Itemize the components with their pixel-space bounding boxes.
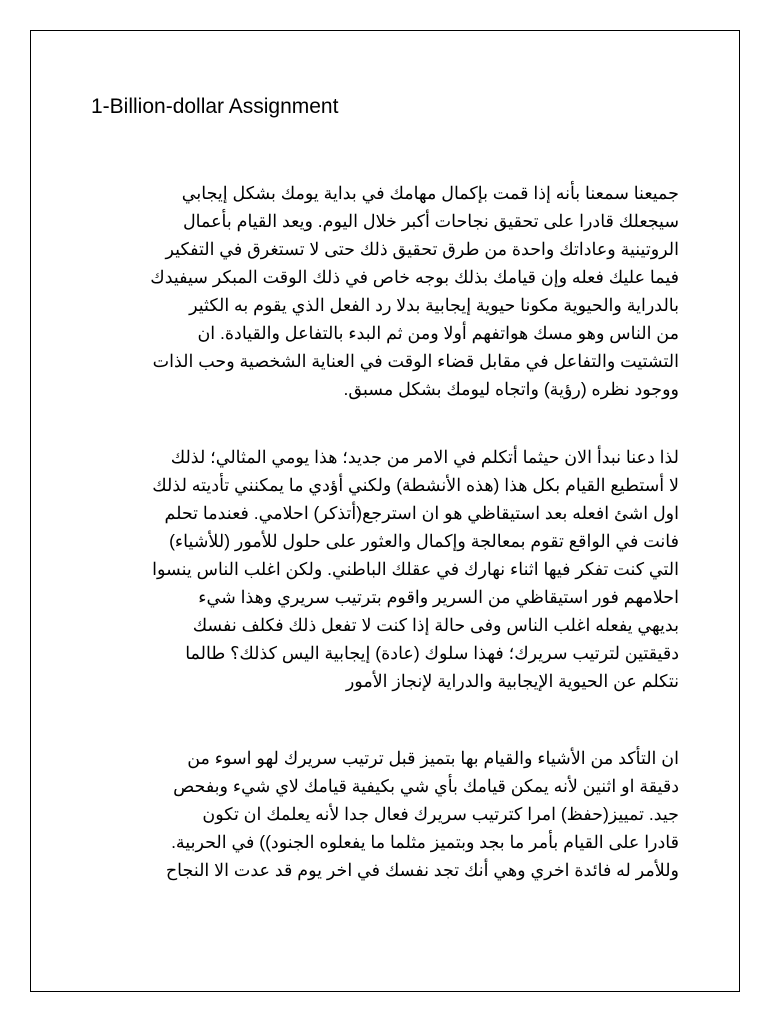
text-line: بديهي يفعله اغلب الناس وفى حالة إذا كنت لا تفعل ذلك فكلف نفسك [192, 615, 679, 635]
text-line: الروتينية وعاداتك واحدة من طرق تحقيق ذلك حتى لا تستغرق في التفكير [165, 239, 679, 259]
text-line: قادرا على القيام بأمر ما بجد وبتميز مثلما ما يفعلوه الجنود)) في الحربية. [171, 832, 679, 852]
text-line: اول اشئ افعله بعد استيقاظي هو ان استرجع(أتذكر) احلامي. فعندما تحلم [164, 503, 679, 523]
text-line: دقيقتين لترتيب سريرك؛ فهذا سلوك (عادة) إيجابية اليس كذلك؟ طالما [185, 643, 679, 663]
paragraph-3 [103, 744, 679, 884]
paragraph-2 [103, 443, 679, 695]
document-title: 1-Billion-dollar Assignment [91, 95, 339, 118]
text-line: ووجود نظره (رؤية) واتجاه ليومك بشكل مسبق. [343, 379, 679, 399]
text-line: فانت في الواقع تقوم بمعالجة وإكمال والعثور على حلول للأمور (للأشياء) [169, 531, 679, 551]
text-line: التي كنت تفكر فيها اثناء نهارك في عقلك الباطني. ولكن اغلب الناس ينسوا [152, 559, 679, 579]
text-line: سيجعلك قادرا على تحقيق نجاحات أكبر خلال اليوم. ويعد القيام بأعمال [182, 211, 679, 231]
text-line: جميعنا سمعنا بأنه إذا قمت بإكمال مهامك في بداية يومك بشكل إيجابي [181, 183, 679, 203]
text-line: جيد. تمييز(حفظ) امرا كترتيب سريرك فعال جدا لأنه يعلمك ان تكون [202, 804, 679, 824]
text-line: فيما عليك فعله وإن قيامك بذلك بوجه خاص في ذلك الوقت المبكر سيفيدك [150, 267, 679, 287]
document-page [30, 30, 740, 992]
text-line: التشتيت والتفاعل في مقابل قضاء الوقت في العناية الشخصية وحب الذات [152, 351, 679, 371]
text-line: وللأمر له فائدة اخري وهي أنك تجد نفسك في اخر يوم قد عدت الا النجاح [165, 860, 679, 880]
text-line: لا أستطيع القيام بكل هذا (هذه الأنشطة) ولكني أؤدي ما يمكنني تأديته لذلك [152, 475, 679, 495]
text-line: نتكلم عن الحيوية الإيجابية والدراية لإنجاز الأمور [345, 671, 679, 691]
text-line: ان التأكد من الأشياء والقيام بها بتميز قبل ترتيب سريرك لهو اسوء من [187, 748, 679, 768]
paragraph-1 [103, 179, 679, 403]
text-line: بالدراية والحيوية مكونا حيوية إيجابية بدلا رد الفعل الذي يقوم به الكثير [189, 295, 679, 315]
text-line: من الناس وهو مسك هواتفهم أولا ومن ثم البدء بالتفاعل والقيادة. ان [197, 323, 679, 343]
text-line: لذا دعنا نبدأ الان حيثما أتكلم في الامر من جديد؛ هذا يومي المثالي؛ لذلك [170, 447, 679, 467]
text-line: احلامهم فور استيقاظي من السرير واقوم بترتيب سريري وهذا شيء [198, 587, 679, 607]
text-line: دقيقة او اثنين لأنه يمكن قيامك بأي شي بكيفية قيامك لاي شيء وبفحص [173, 776, 679, 796]
